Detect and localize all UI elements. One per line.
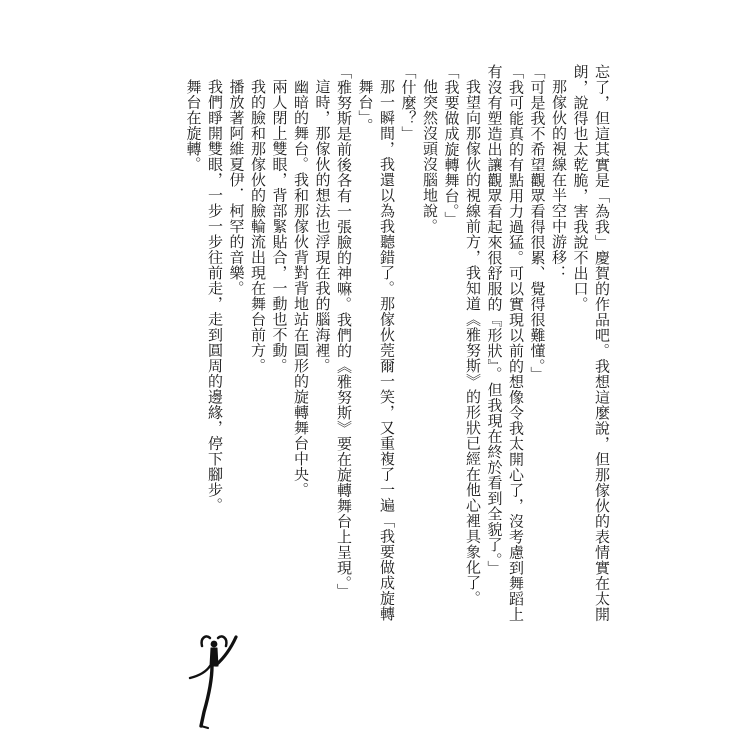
paragraph-13: 兩人閉上雙眼，背部緊貼合，一動也不動。 bbox=[270, 79, 289, 374]
paragraph-9: 那一瞬間，我還以為我聽錯了。那傢伙莞爾一笑，又重複了一遍「我要做成旋轉舞台」。 bbox=[356, 79, 396, 622]
paragraph-16: 我們睜開雙眼，一步一步往前走，走到圓周的邊緣，停下腳步。 bbox=[206, 79, 224, 513]
vertical-text-body bbox=[182, 64, 612, 624]
paragraph-2: 那傢伙的視線在半空中游移： bbox=[550, 79, 568, 281]
paragraph-7: 他突然沒頭沒腦地說。 bbox=[421, 79, 439, 234]
paragraph-11: 這時，那傢伙的想法也浮現在我的腦海裡。 bbox=[313, 79, 332, 374]
paragraph-17: 舞台在旋轉。 bbox=[184, 79, 203, 172]
paragraph-6: 「我要做成旋轉舞台。」 bbox=[442, 64, 461, 227]
ballet-dancer-silhouette-icon bbox=[186, 632, 242, 730]
paragraph-1: 忘了，但這其實是「為我」慶賀的作品吧。我想這麼說，但那傢伙的表情實在太開朗，說得也太乾脆，害我說不出口。 bbox=[571, 64, 611, 622]
paragraph-14: 我的臉和那傢伙的臉輪流出現在舞台前方。 bbox=[249, 79, 267, 374]
paragraph-8: 「什麼？」 bbox=[399, 64, 418, 142]
paragraph-10: 「雅努斯是前後各有一張臉的神嘛。我們的《雅努斯》要在旋轉舞台上呈現。」 bbox=[335, 64, 353, 599]
paragraph-4: 「我可能真的有點用力過猛。可以實現以前的想像令我太開心了，沒考慮到舞蹈上有沒有塑造出讓觀眾看起來很舒服的『形狀』。但我現在終於看到全貌了。」 bbox=[485, 64, 525, 622]
paragraph-15: 播放著阿維夏伊．柯罕的音樂。 bbox=[227, 79, 246, 296]
paragraph-5: 我望向那傢伙的視線前方，我知道《雅努斯》的形狀已經在他心裡具象化了。 bbox=[464, 79, 482, 606]
paragraph-12: 幽暗的舞台。我和那傢伙背對背地站在圓形的旋轉舞台中央。 bbox=[292, 79, 310, 498]
paragraph-3: 「可是我不希望觀眾看得很累、覺得很難懂。」 bbox=[528, 64, 547, 382]
